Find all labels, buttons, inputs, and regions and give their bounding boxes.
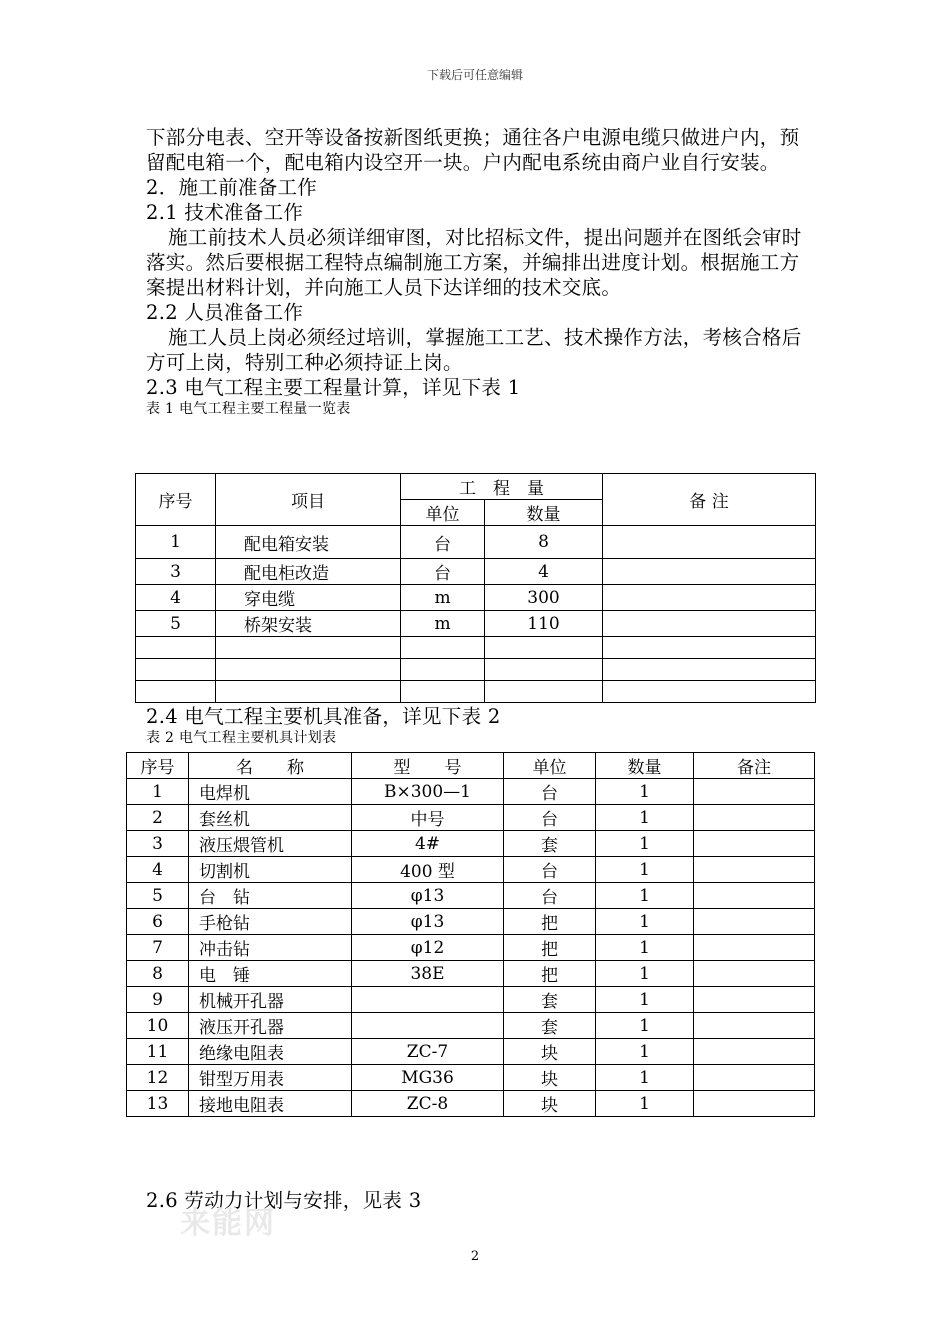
t2-cell-no: 6 bbox=[127, 909, 189, 935]
t1-cell-remark bbox=[603, 659, 816, 681]
t1-cell-no: 3 bbox=[136, 559, 216, 585]
t1-cell-item: 穿电缆 bbox=[216, 585, 401, 611]
table-row bbox=[136, 585, 816, 611]
t1-cell-no: 4 bbox=[136, 585, 216, 611]
t2-cell-remark bbox=[694, 883, 815, 909]
t2-cell-count: 1 bbox=[596, 1013, 694, 1039]
t1-cell-item: 配电箱安装 bbox=[216, 526, 401, 559]
t2-header-no: 序号 bbox=[127, 753, 189, 779]
t2-cell-remark bbox=[694, 857, 815, 883]
t2-cell-remark bbox=[694, 1013, 815, 1039]
table-row bbox=[127, 883, 815, 909]
heading-2-3: 2.3 电气工程主要工程量计算，详见下表 1 bbox=[146, 376, 521, 399]
t1-cell-count bbox=[485, 681, 603, 703]
quantity-table bbox=[135, 473, 816, 703]
t2-cell-no: 7 bbox=[127, 935, 189, 961]
t1-cell-no bbox=[136, 659, 216, 681]
t1-header-quantity-group: 工 程 量 bbox=[401, 474, 603, 500]
table-row bbox=[127, 857, 815, 883]
t2-cell-unit: 台 bbox=[504, 857, 596, 883]
t2-cell-remark bbox=[694, 935, 815, 961]
t2-cell-remark bbox=[694, 1039, 815, 1065]
t2-cell-model: B×300—1 bbox=[352, 779, 504, 805]
t2-cell-model: MG36 bbox=[352, 1065, 504, 1091]
table-row bbox=[136, 681, 816, 703]
t2-header-count: 数量 bbox=[596, 753, 694, 779]
t2-cell-no: 3 bbox=[127, 831, 189, 857]
t1-cell-unit: m bbox=[401, 611, 485, 637]
t2-cell-unit: 块 bbox=[504, 1039, 596, 1065]
t1-header-remark: 备 注 bbox=[603, 474, 816, 526]
t1-cell-item bbox=[216, 637, 401, 659]
t2-cell-count: 1 bbox=[596, 1039, 694, 1065]
table-row bbox=[136, 611, 816, 637]
t2-cell-remark bbox=[694, 961, 815, 987]
t2-header-unit: 单位 bbox=[504, 753, 596, 779]
t2-cell-count: 1 bbox=[596, 909, 694, 935]
heading-2: 2．施工前准备工作 bbox=[146, 176, 318, 199]
t1-cell-no bbox=[136, 637, 216, 659]
t1-cell-count bbox=[485, 637, 603, 659]
t1-header-unit: 单位 bbox=[401, 500, 485, 526]
t2-cell-remark bbox=[694, 1091, 815, 1117]
tools-table bbox=[126, 752, 815, 1117]
t1-cell-unit: m bbox=[401, 585, 485, 611]
t2-header-model: 型 号 bbox=[352, 753, 504, 779]
t1-cell-count: 8 bbox=[485, 526, 603, 559]
t1-cell-remark bbox=[603, 559, 816, 585]
t1-cell-remark bbox=[603, 637, 816, 659]
paragraph-2-2: 施工人员上岗必须经过培训，掌握施工工艺、技术操作方法，考核合格后方可上岗，特别工种必须持证上岗。 bbox=[146, 326, 802, 374]
t2-cell-count: 1 bbox=[596, 831, 694, 857]
t2-cell-unit: 块 bbox=[504, 1065, 596, 1091]
table-row bbox=[127, 1039, 815, 1065]
t2-cell-no: 12 bbox=[127, 1065, 189, 1091]
paragraph-intro: 下部分电表、空开等设备按新图纸更换；通往各户电源电缆只做进户内，预留配电箱一个，配电箱内设空开一块。户内配电系统由商户业自行安装。 bbox=[146, 126, 800, 174]
t2-cell-model: ZC-7 bbox=[352, 1039, 504, 1065]
t2-cell-unit: 把 bbox=[504, 961, 596, 987]
t1-header-item: 项目 bbox=[216, 474, 401, 526]
t2-cell-remark bbox=[694, 1065, 815, 1091]
watermark-logo: 来能网 bbox=[180, 1206, 276, 1241]
t2-header-remark: 备注 bbox=[694, 753, 815, 779]
t1-cell-item bbox=[216, 681, 401, 703]
t2-cell-count: 1 bbox=[596, 935, 694, 961]
heading-2-2: 2.2 人员准备工作 bbox=[146, 301, 304, 324]
t1-header-no: 序号 bbox=[136, 474, 216, 526]
t2-cell-count: 1 bbox=[596, 1065, 694, 1091]
table-row bbox=[127, 987, 815, 1013]
t2-cell-name: 台 钻 bbox=[189, 883, 352, 909]
t2-cell-model: ZC-8 bbox=[352, 1091, 504, 1117]
table-row bbox=[127, 1065, 815, 1091]
t2-cell-name: 液压开孔器 bbox=[189, 1013, 352, 1039]
t2-cell-model bbox=[352, 987, 504, 1013]
t2-cell-model: φ13 bbox=[352, 909, 504, 935]
t2-cell-remark bbox=[694, 831, 815, 857]
t2-cell-unit: 把 bbox=[504, 935, 596, 961]
header-note: 下载后可任意编辑 bbox=[426, 68, 523, 82]
table-row bbox=[136, 637, 816, 659]
t1-cell-remark bbox=[603, 611, 816, 637]
t2-cell-unit: 台 bbox=[504, 779, 596, 805]
t1-cell-unit bbox=[401, 681, 485, 703]
t2-cell-model: φ13 bbox=[352, 883, 504, 909]
t2-cell-count: 1 bbox=[596, 883, 694, 909]
table-row bbox=[127, 805, 815, 831]
t1-cell-no: 5 bbox=[136, 611, 216, 637]
t2-cell-unit: 台 bbox=[504, 805, 596, 831]
t2-cell-name: 手枪钻 bbox=[189, 909, 352, 935]
t1-cell-item: 配电柜改造 bbox=[216, 559, 401, 585]
table-row bbox=[136, 526, 816, 559]
table1-caption: 表 1 电气工程主要工程量一览表 bbox=[146, 401, 351, 417]
t2-cell-no: 2 bbox=[127, 805, 189, 831]
heading-2-6: 2.6 劳动力计划与安排，见表 3 bbox=[146, 1189, 422, 1212]
t2-cell-no: 8 bbox=[127, 961, 189, 987]
t1-cell-unit: 台 bbox=[401, 526, 485, 559]
t2-cell-count: 1 bbox=[596, 805, 694, 831]
t2-cell-unit: 套 bbox=[504, 831, 596, 857]
heading-2-4: 2.4 电气工程主要机具准备，详见下表 2 bbox=[146, 705, 501, 728]
intro-section bbox=[146, 125, 808, 418]
t2-cell-name: 接地电阻表 bbox=[189, 1091, 352, 1117]
table-row bbox=[127, 1013, 815, 1039]
t2-cell-name: 液压煨管机 bbox=[189, 831, 352, 857]
table-row bbox=[127, 1091, 815, 1117]
t1-cell-remark bbox=[603, 681, 816, 703]
t1-cell-count: 4 bbox=[485, 559, 603, 585]
table-row bbox=[127, 831, 815, 857]
t2-cell-remark bbox=[694, 805, 815, 831]
t2-cell-remark bbox=[694, 779, 815, 805]
t2-cell-no: 9 bbox=[127, 987, 189, 1013]
t2-cell-name: 冲击钻 bbox=[189, 935, 352, 961]
t1-cell-count bbox=[485, 659, 603, 681]
t1-cell-no: 1 bbox=[136, 526, 216, 559]
table-row bbox=[136, 659, 816, 681]
heading-2-1: 2.1 技术准备工作 bbox=[146, 201, 304, 224]
t1-cell-remark bbox=[603, 526, 816, 559]
t2-cell-model: 中号 bbox=[352, 805, 504, 831]
t2-cell-unit: 把 bbox=[504, 909, 596, 935]
t2-cell-no: 5 bbox=[127, 883, 189, 909]
t2-cell-unit: 块 bbox=[504, 1091, 596, 1117]
tools-section bbox=[146, 704, 808, 747]
table-row bbox=[127, 961, 815, 987]
t2-cell-no: 13 bbox=[127, 1091, 189, 1117]
t2-cell-model bbox=[352, 1013, 504, 1039]
t2-cell-unit: 台 bbox=[504, 883, 596, 909]
t2-cell-unit: 套 bbox=[504, 987, 596, 1013]
t1-header-count: 数量 bbox=[485, 500, 603, 526]
t2-cell-count: 1 bbox=[596, 1091, 694, 1117]
t2-cell-no: 10 bbox=[127, 1013, 189, 1039]
table-row bbox=[127, 779, 815, 805]
t2-cell-remark bbox=[694, 987, 815, 1013]
t2-cell-remark bbox=[694, 909, 815, 935]
t2-cell-model: 400 型 bbox=[352, 857, 504, 883]
t2-cell-count: 1 bbox=[596, 961, 694, 987]
t2-cell-count: 1 bbox=[596, 987, 694, 1013]
t2-cell-name: 套丝机 bbox=[189, 805, 352, 831]
t1-cell-no bbox=[136, 681, 216, 703]
table2-caption: 表 2 电气工程主要机具计划表 bbox=[146, 730, 337, 746]
t2-cell-name: 电 锤 bbox=[189, 961, 352, 987]
t1-cell-item: 桥架安装 bbox=[216, 611, 401, 637]
paragraph-2-1: 施工前技术人员必须详细审图，对比招标文件，提出问题并在图纸会审时落实。然后要根据工程特点编制施工方案，并编排出进度计划。根据施工方案提出材料计划，并向施工人员下达详细的技术交底。 bbox=[146, 226, 802, 299]
t2-cell-count: 1 bbox=[596, 779, 694, 805]
t1-cell-count: 300 bbox=[485, 585, 603, 611]
table-row bbox=[127, 935, 815, 961]
t1-cell-unit bbox=[401, 637, 485, 659]
table-row bbox=[127, 909, 815, 935]
t2-cell-name: 机械开孔器 bbox=[189, 987, 352, 1013]
t2-cell-unit: 套 bbox=[504, 1013, 596, 1039]
t1-cell-remark bbox=[603, 585, 816, 611]
t1-cell-item bbox=[216, 659, 401, 681]
t2-cell-name: 电焊机 bbox=[189, 779, 352, 805]
t2-cell-model: 4# bbox=[352, 831, 504, 857]
t1-cell-count: 110 bbox=[485, 611, 603, 637]
page-number: 2 bbox=[470, 1249, 480, 1264]
t2-cell-no: 11 bbox=[127, 1039, 189, 1065]
t2-cell-no: 4 bbox=[127, 857, 189, 883]
t1-cell-unit bbox=[401, 659, 485, 681]
t1-cell-unit: 台 bbox=[401, 559, 485, 585]
t2-cell-no: 1 bbox=[127, 779, 189, 805]
t2-cell-name: 切割机 bbox=[189, 857, 352, 883]
t2-cell-model: φ12 bbox=[352, 935, 504, 961]
t2-cell-model: 38E bbox=[352, 961, 504, 987]
table-row bbox=[136, 559, 816, 585]
t2-header-name: 名 称 bbox=[189, 753, 352, 779]
t2-cell-count: 1 bbox=[596, 857, 694, 883]
t2-cell-name: 绝缘电阻表 bbox=[189, 1039, 352, 1065]
t2-cell-name: 钳型万用表 bbox=[189, 1065, 352, 1091]
